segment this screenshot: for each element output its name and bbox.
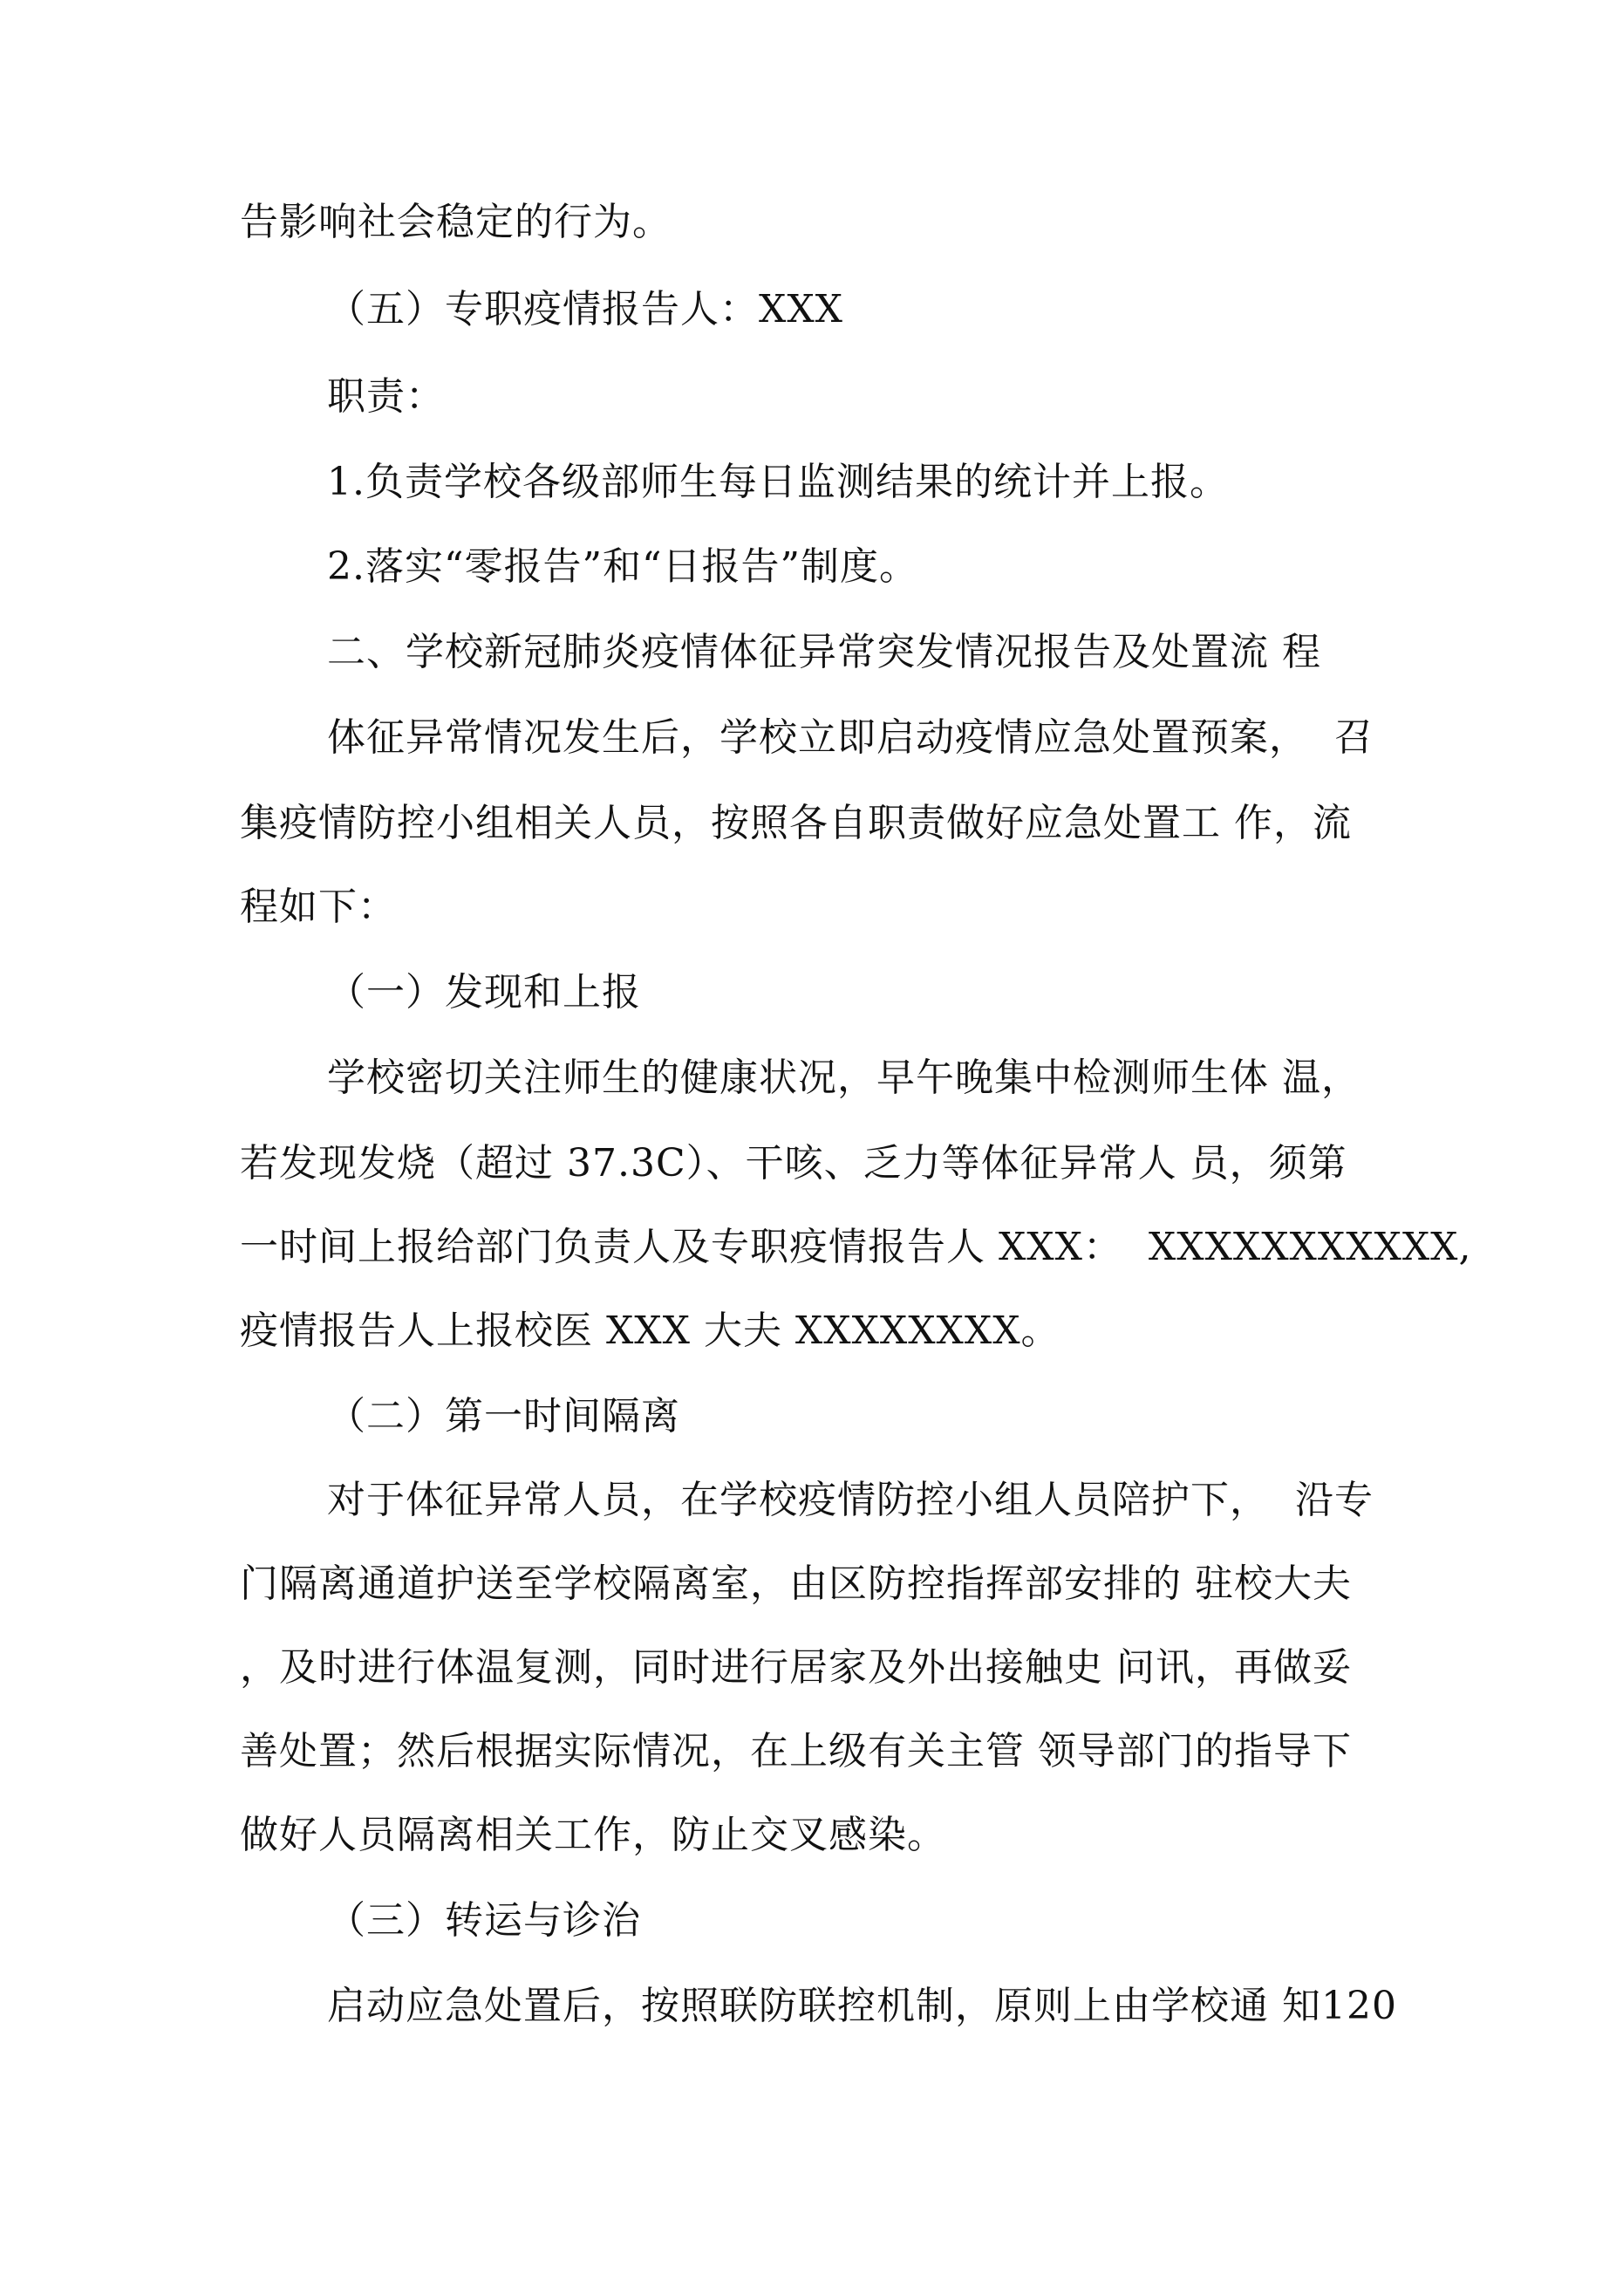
text-line-11: 学校密切关注师生的健康状况，早午晚集中检测师生体 温，	[327, 1056, 1360, 1100]
duty-item-1: 1.负责学校各级部师生每日监测结果的统计并上报。	[327, 460, 1229, 504]
text-line-9: 程如下：	[240, 885, 397, 929]
duty-item-2: 2.落实“零报告”和“日报告”制度。	[327, 544, 918, 589]
text-line-18: ，及时进行体温复测，同时进行居家及外出接触史 问讯，再做妥	[240, 1645, 1352, 1690]
text-line-7: 体征异常情况发生后，学校立即启动疫情应急处置预案， 召	[327, 715, 1374, 760]
text-line-17: 门隔离通道护送至学校隔离室，由区防控指挥部安排的 驻校大夫	[240, 1561, 1352, 1606]
duties-label: 职责：	[327, 374, 445, 419]
chapter-heading-2: 二、学校新冠肺炎疫情体征异常突发情况报告及处置流 程	[327, 630, 1321, 674]
section-heading-1: （一）发现和上报	[327, 970, 641, 1015]
text-line-8: 集疫情防控小组相关人员，按照各自职责做好应急处置工 作，流	[240, 801, 1352, 845]
text-line-12: 若发现发烧（超过 37.3C）、干咳、乏力等体征异常人 员，须第	[240, 1141, 1347, 1186]
text-line-1: 告影响社会稳定的行为。	[240, 200, 672, 244]
text-line-22: 启动应急处置后，按照联防联控机制，原则上由学校通 知120	[327, 1984, 1397, 2028]
text-line-16: 对于体征异常人员，在学校疫情防控小组人员陪护下， 沿专	[327, 1478, 1374, 1522]
section-heading-2: （二）第一时间隔离	[327, 1394, 680, 1438]
section-heading-3: （三）转运与诊治	[327, 1898, 641, 1943]
text-line-20: 做好人员隔离相关工作，防止交叉感染。	[240, 1813, 946, 1857]
section-heading-5: （五）专职疫情报告人：XXX	[327, 287, 843, 331]
text-line-13: 一时间上报给部门负责人及专职疫情报告人 XXX： XXXXXXXXXXX,	[240, 1225, 1472, 1269]
text-line-19: 善处置；然后根据实际情况，在上级有关主管 领导部门的指导下	[240, 1729, 1352, 1773]
text-line-14: 疫情报告人上报校医 XXX 大夫 XXXXXXXX。	[240, 1309, 1060, 1353]
